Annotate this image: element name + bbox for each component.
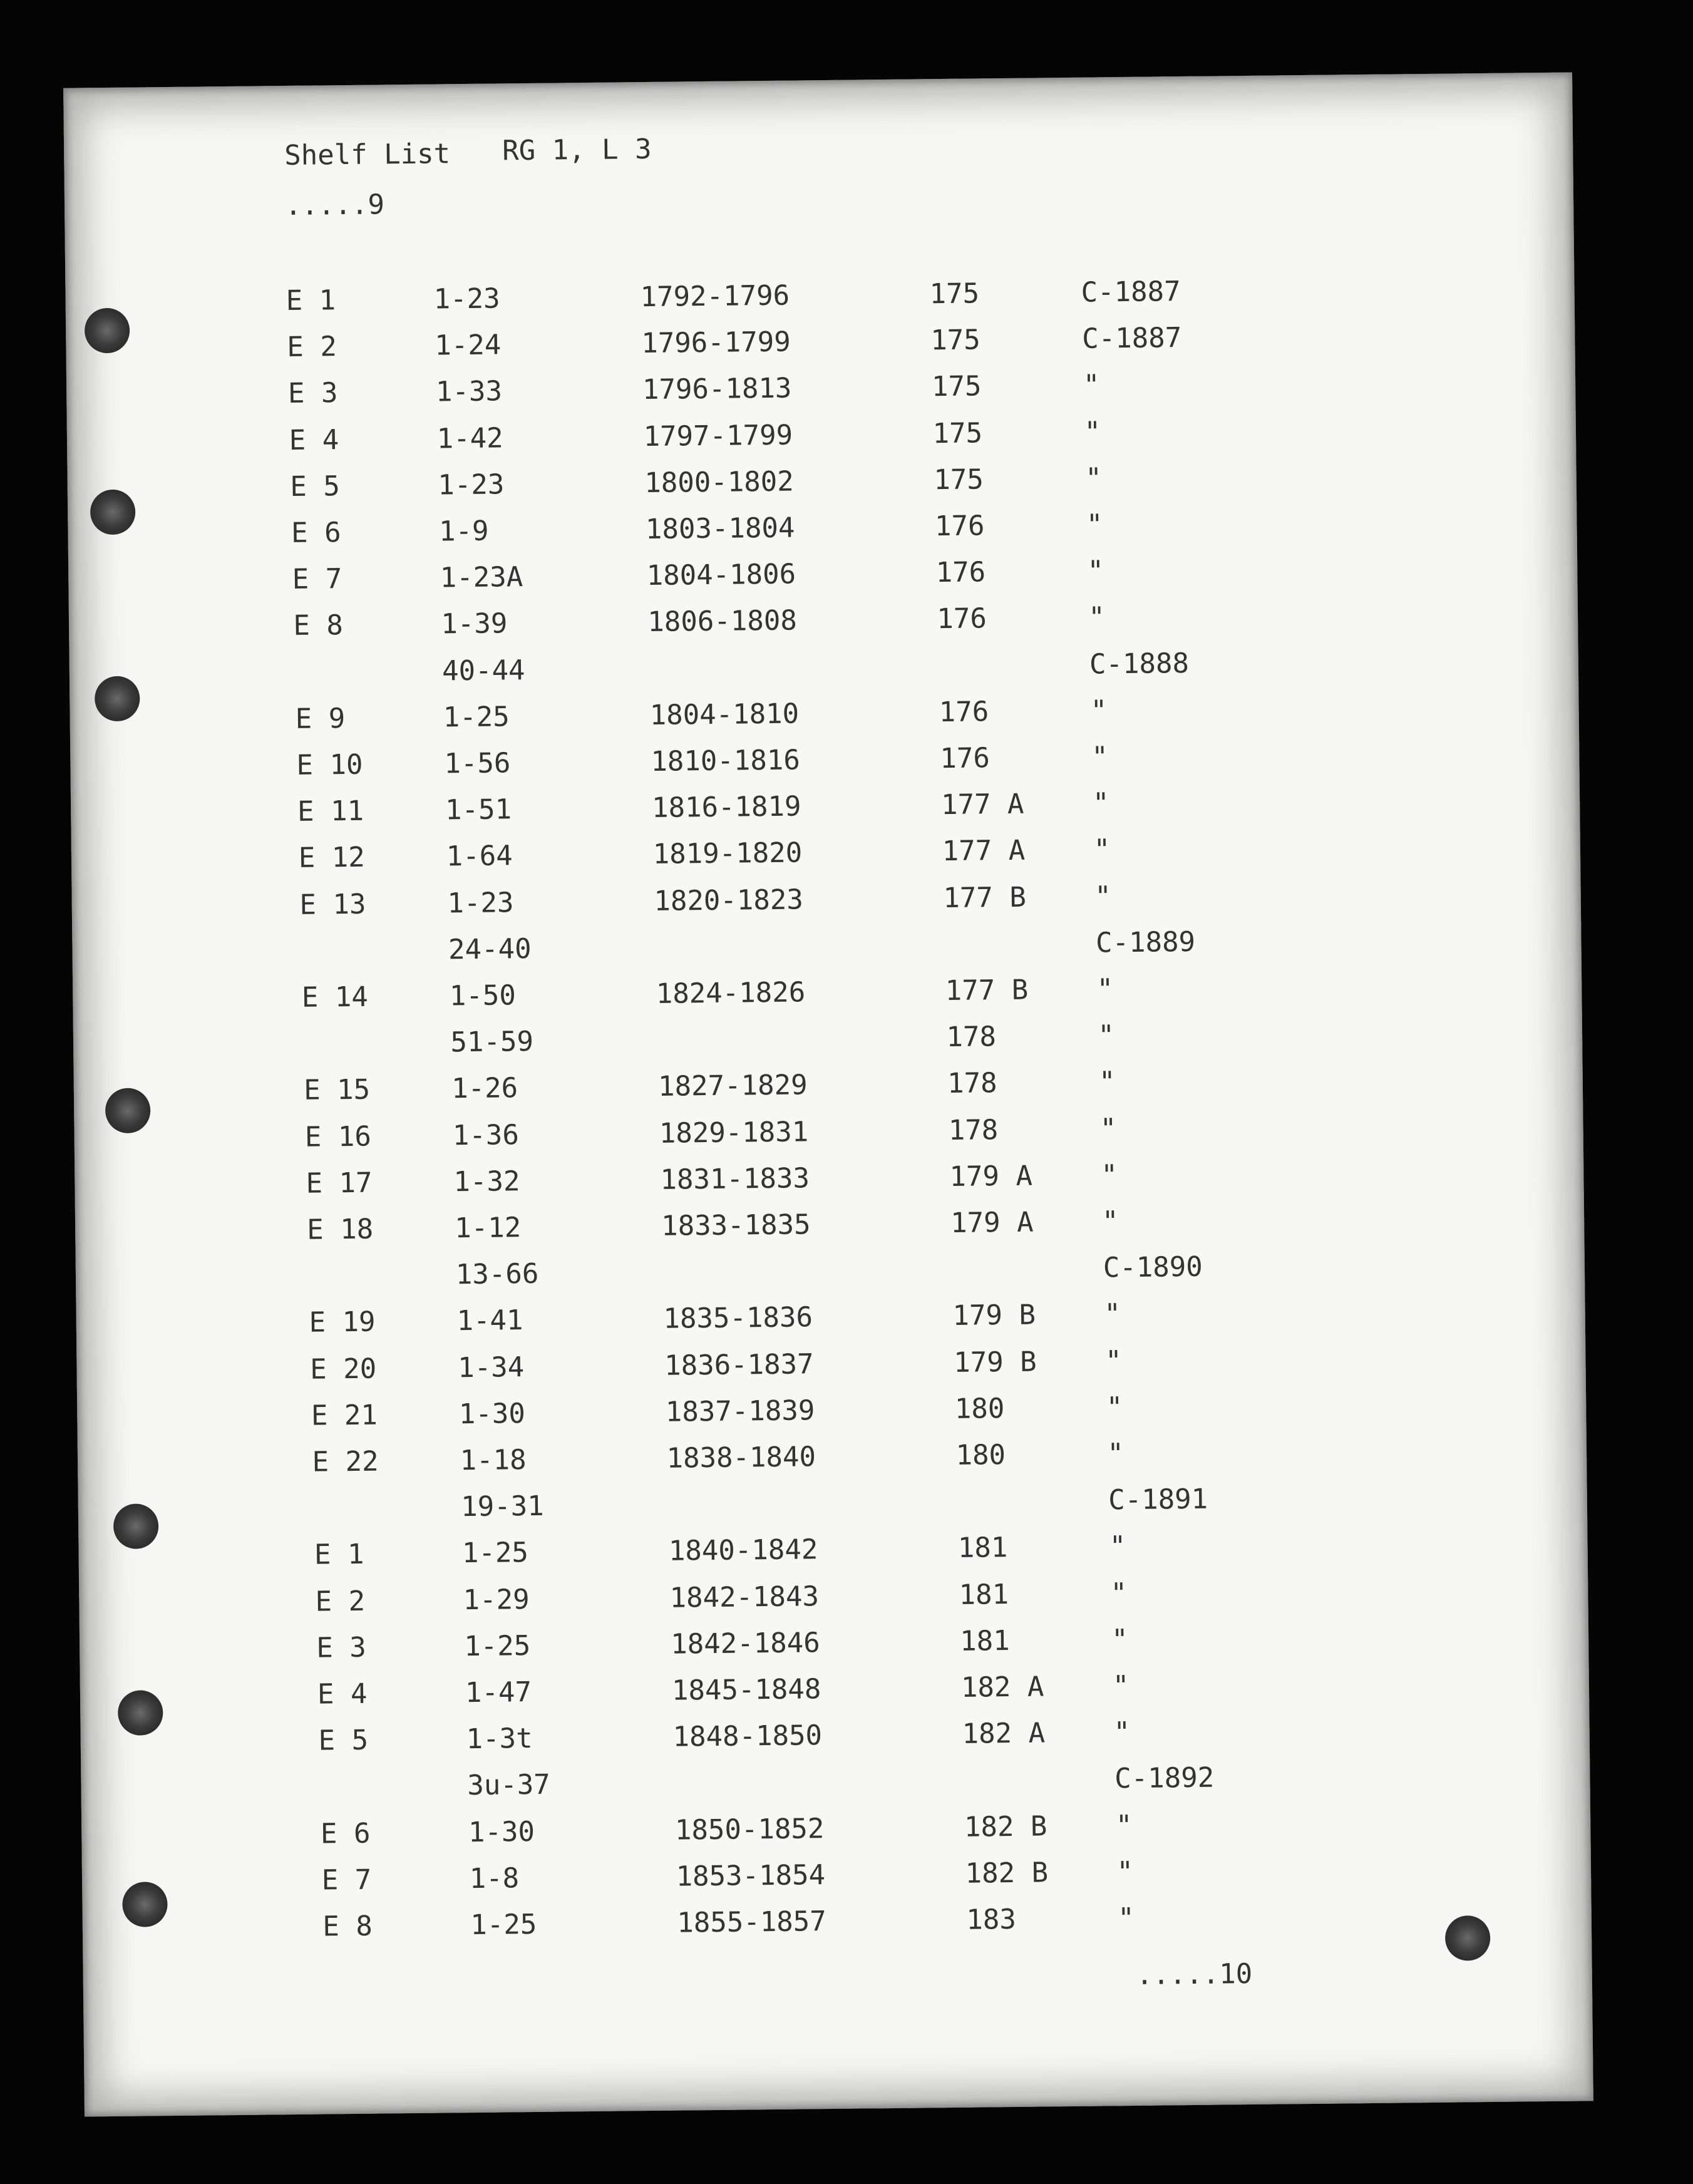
- cabinet-cell: C-1889: [1095, 925, 1196, 959]
- dates-cell: 1837-1839: [665, 1394, 815, 1428]
- table-row: [81, 1758, 1590, 1805]
- dates-cell: 1792-1796: [640, 279, 790, 314]
- dates-cell: 1853-1854: [676, 1858, 826, 1893]
- cabinet-cell: C-1887: [1082, 322, 1182, 355]
- table-row: [68, 503, 1577, 550]
- table-row: [82, 1851, 1591, 1898]
- entry-cell: E 19: [309, 1306, 376, 1339]
- entry-cell: E 17: [306, 1167, 373, 1200]
- items-cell: 1-39: [441, 607, 508, 641]
- entry-cell: E 8: [322, 1910, 373, 1943]
- box-cell: 180: [955, 1439, 1006, 1471]
- dates-cell: 1820-1823: [654, 883, 804, 917]
- box-cell: 176: [940, 742, 991, 775]
- entry-cell: E 4: [289, 423, 339, 456]
- cabinet-cell: ": [1086, 508, 1103, 541]
- box-cell: 179 B: [953, 1346, 1037, 1379]
- items-cell: 1-26: [451, 1072, 518, 1105]
- table-row: [73, 1015, 1582, 1062]
- continued-from-marker: .....9: [284, 188, 385, 222]
- table-row: [74, 1108, 1583, 1155]
- box-cell: 177 B: [945, 974, 1029, 1007]
- table-row: [76, 1340, 1585, 1387]
- dates-cell: 1803-1804: [645, 512, 795, 546]
- table-row: [71, 783, 1580, 830]
- entry-cell: E 3: [316, 1631, 367, 1664]
- entry-cell: E 1: [314, 1538, 364, 1572]
- items-cell: 1-50: [449, 979, 517, 1012]
- dates-cell: 1800-1802: [644, 465, 795, 499]
- dates-cell: 1796-1799: [641, 326, 791, 360]
- continued-to-marker: .....10: [1136, 1957, 1253, 1991]
- items-cell: 1-23A: [440, 561, 523, 594]
- dates-cell: 1855-1857: [677, 1905, 827, 1939]
- items-cell: 1-8: [469, 1862, 520, 1895]
- cabinet-cell: C-1890: [1103, 1250, 1203, 1284]
- dates-cell: 1819-1820: [652, 837, 803, 871]
- cabinet-cell: ": [1118, 1902, 1135, 1935]
- entry-cell: E 6: [320, 1817, 371, 1850]
- dates-cell: 1840-1842: [668, 1533, 818, 1568]
- items-cell: 1-9: [438, 515, 489, 548]
- entry-cell: E 6: [291, 517, 341, 549]
- entry-cell: E 7: [292, 563, 342, 596]
- items-cell: 1-56: [444, 747, 511, 780]
- cabinet-cell: ": [1083, 369, 1100, 402]
- box-cell: 181: [959, 1624, 1010, 1657]
- table-row: [67, 411, 1576, 458]
- cabinet-cell: ": [1091, 741, 1109, 773]
- document-page: [63, 72, 1593, 2116]
- entry-cell: E 16: [304, 1120, 372, 1153]
- table-row: [78, 1480, 1587, 1527]
- cabinet-cell: ": [1107, 1438, 1124, 1470]
- items-cell: 19-31: [460, 1490, 544, 1523]
- table-row: [69, 689, 1578, 736]
- dates-cell: 1810-1816: [651, 744, 801, 778]
- box-cell: 177 B: [943, 881, 1027, 914]
- cabinet-cell: ": [1093, 833, 1111, 866]
- cabinet-cell: ": [1112, 1670, 1130, 1702]
- table-row: [81, 1712, 1590, 1759]
- items-cell: 1-23: [433, 282, 500, 316]
- dates-cell: 1835-1836: [663, 1301, 813, 1336]
- table-row: [69, 597, 1578, 644]
- entry-cell: E 20: [309, 1352, 377, 1386]
- entry-cell: E 13: [299, 888, 366, 921]
- entry-cell: E 21: [311, 1399, 378, 1432]
- box-cell: 179 A: [950, 1206, 1034, 1239]
- dates-cell: 1836-1837: [664, 1347, 814, 1382]
- box-cell: 182 B: [964, 1810, 1047, 1843]
- dates-cell: 1831-1833: [660, 1162, 810, 1196]
- cabinet-cell: ": [1115, 1809, 1133, 1841]
- dates-cell: 1833-1835: [661, 1208, 811, 1242]
- table-row: [78, 1526, 1587, 1573]
- cabinet-cell: ": [1087, 555, 1104, 587]
- entry-cell: E 12: [298, 842, 366, 875]
- table-row: [75, 1154, 1583, 1201]
- cabinet-cell: ": [1096, 973, 1114, 1006]
- table-row: [70, 736, 1579, 783]
- cabinet-cell: ": [1098, 1019, 1115, 1052]
- entry-cell: E 5: [290, 470, 341, 503]
- table-row: [72, 875, 1581, 922]
- box-cell: 176: [935, 556, 986, 589]
- items-cell: 1-30: [468, 1815, 535, 1848]
- table-row: [66, 318, 1575, 365]
- box-cell: 178: [946, 1021, 997, 1054]
- cabinet-cell: ": [1098, 1066, 1116, 1098]
- table-row: [77, 1386, 1586, 1433]
- items-cell: 1-23: [447, 886, 514, 919]
- cabinet-cell: ": [1092, 787, 1109, 820]
- table-row: [71, 829, 1580, 876]
- dates-cell: 1848-1850: [672, 1719, 823, 1753]
- items-cell: 1-23: [438, 468, 505, 502]
- dates-cell: 1804-1806: [646, 558, 796, 592]
- entry-cell: E 9: [295, 702, 346, 735]
- dates-cell: 1838-1840: [666, 1441, 816, 1475]
- items-cell: 13-66: [455, 1258, 539, 1291]
- box-cell: 178: [947, 1067, 997, 1100]
- table-row: [78, 1433, 1587, 1480]
- items-cell: 1-25: [443, 701, 510, 734]
- items-cell: 1-3t: [466, 1723, 533, 1756]
- page-title: Shelf List: [284, 138, 451, 172]
- items-cell: 1-29: [463, 1583, 530, 1616]
- box-cell: 176: [934, 510, 985, 543]
- entry-cell: E 2: [315, 1585, 366, 1618]
- dates-cell: 1816-1819: [651, 790, 801, 825]
- items-cell: 51-59: [450, 1026, 534, 1059]
- dates-cell: 1845-1848: [671, 1673, 821, 1707]
- table-row: [80, 1619, 1588, 1666]
- box-cell: 183: [966, 1903, 1017, 1936]
- items-cell: 1-64: [446, 840, 513, 873]
- entry-cell: E 5: [318, 1724, 369, 1757]
- entry-cell: E 15: [303, 1074, 371, 1107]
- cabinet-cell: ": [1084, 415, 1101, 448]
- items-cell: 3u-37: [467, 1769, 551, 1802]
- dates-cell: 1827-1829: [657, 1069, 808, 1103]
- cabinet-cell: ": [1094, 880, 1112, 913]
- table-row: [68, 457, 1577, 504]
- cabinet-cell: C-1892: [1114, 1761, 1215, 1795]
- cabinet-cell: ": [1085, 462, 1103, 495]
- cabinet-cell: ": [1101, 1205, 1119, 1238]
- items-cell: 1-30: [458, 1397, 526, 1431]
- table-row: [80, 1665, 1589, 1712]
- cabinet-cell: ": [1109, 1530, 1126, 1563]
- entry-cell: E 10: [296, 748, 363, 781]
- cabinet-cell: ": [1113, 1716, 1131, 1749]
- items-cell: 24-40: [448, 932, 532, 966]
- table-row: [72, 922, 1581, 969]
- table-row: [68, 550, 1577, 597]
- table-row: [81, 1805, 1590, 1852]
- box-cell: 181: [957, 1532, 1008, 1565]
- entry-cell: E 3: [287, 377, 338, 410]
- cabinet-cell: C-1888: [1089, 647, 1190, 681]
- cabinet-cell: C-1887: [1081, 276, 1181, 309]
- dates-cell: 1797-1799: [643, 419, 793, 453]
- items-cell: 1-42: [436, 421, 503, 455]
- dates-cell: 1796-1813: [642, 372, 792, 406]
- table-row: [76, 1294, 1585, 1341]
- box-cell: 176: [937, 602, 987, 636]
- dates-cell: 1850-1852: [674, 1812, 825, 1847]
- dates-cell: 1804-1810: [649, 698, 800, 731]
- cabinet-cell: ": [1099, 1112, 1117, 1145]
- cabinet-cell: ": [1116, 1855, 1134, 1888]
- dates-cell: 1824-1826: [656, 976, 806, 1010]
- box-cell: 181: [959, 1578, 1009, 1611]
- cabinet-cell: ": [1090, 694, 1108, 727]
- items-cell: 1-41: [456, 1304, 523, 1337]
- cabinet-cell: ": [1104, 1298, 1121, 1331]
- table-row: [69, 643, 1578, 690]
- cabinet-cell: ": [1088, 601, 1106, 634]
- cabinet-cell: ": [1106, 1391, 1123, 1424]
- entry-cell: E 22: [312, 1445, 379, 1478]
- items-cell: 1-33: [435, 375, 503, 408]
- box-cell: 175: [929, 277, 980, 311]
- items-cell: 1-25: [464, 1629, 531, 1662]
- items-cell: 1-47: [465, 1676, 532, 1709]
- entry-cell: E 14: [301, 981, 369, 1014]
- cabinet-cell: ": [1104, 1344, 1122, 1377]
- items-cell: 1-24: [435, 329, 502, 362]
- entry-cell: E 18: [306, 1213, 374, 1246]
- box-cell: 176: [939, 696, 989, 728]
- entry-cell: E 4: [317, 1677, 368, 1711]
- box-cell: 175: [930, 324, 981, 357]
- box-cell: 175: [934, 463, 984, 496]
- box-cell: 180: [954, 1392, 1005, 1425]
- items-cell: 1-12: [454, 1212, 522, 1245]
- items-cell: 1-36: [452, 1118, 520, 1151]
- box-cell: 175: [931, 370, 982, 403]
- cabinet-cell: C-1891: [1108, 1483, 1208, 1517]
- items-cell: 1-25: [470, 1908, 537, 1942]
- entry-cell: E 11: [297, 795, 364, 828]
- table-row: [76, 1247, 1585, 1294]
- box-cell: 179 B: [952, 1299, 1036, 1332]
- entry-cell: E 1: [286, 284, 336, 317]
- dates-cell: 1842-1843: [669, 1580, 820, 1614]
- table-row: [83, 1897, 1592, 1944]
- entry-cell: E 8: [293, 609, 344, 642]
- box-cell: 182 A: [962, 1717, 1046, 1751]
- box-cell: 179 A: [949, 1160, 1033, 1193]
- box-cell: 175: [932, 416, 983, 450]
- entry-cell: E 7: [321, 1863, 372, 1897]
- table-row: [73, 968, 1582, 1015]
- items-cell: 1-34: [457, 1351, 525, 1384]
- table-row: [65, 271, 1574, 318]
- items-cell: 1-51: [445, 793, 512, 827]
- dates-cell: 1829-1831: [659, 1115, 809, 1150]
- cabinet-cell: ": [1111, 1623, 1129, 1656]
- record-group-label: RG 1, L 3: [502, 133, 652, 167]
- box-cell: 177 A: [942, 835, 1026, 868]
- box-cell: 178: [948, 1113, 999, 1146]
- box-cell: 182 B: [965, 1857, 1049, 1890]
- items-cell: 40-44: [441, 654, 525, 688]
- items-cell: 1-18: [460, 1444, 527, 1477]
- items-cell: 1-25: [461, 1537, 529, 1570]
- dates-cell: 1806-1808: [647, 604, 798, 639]
- cabinet-cell: ": [1101, 1158, 1118, 1192]
- box-cell: 182 A: [960, 1671, 1044, 1704]
- table-row: [66, 364, 1575, 411]
- box-cell: 177 A: [940, 788, 1024, 822]
- table-row: [79, 1572, 1588, 1619]
- cabinet-cell: ": [1110, 1577, 1128, 1609]
- table-row: [74, 1061, 1583, 1108]
- items-cell: 1-32: [453, 1165, 520, 1198]
- entry-cell: E 2: [287, 331, 337, 364]
- dates-cell: 1842-1846: [671, 1626, 820, 1661]
- table-row: [75, 1200, 1584, 1247]
